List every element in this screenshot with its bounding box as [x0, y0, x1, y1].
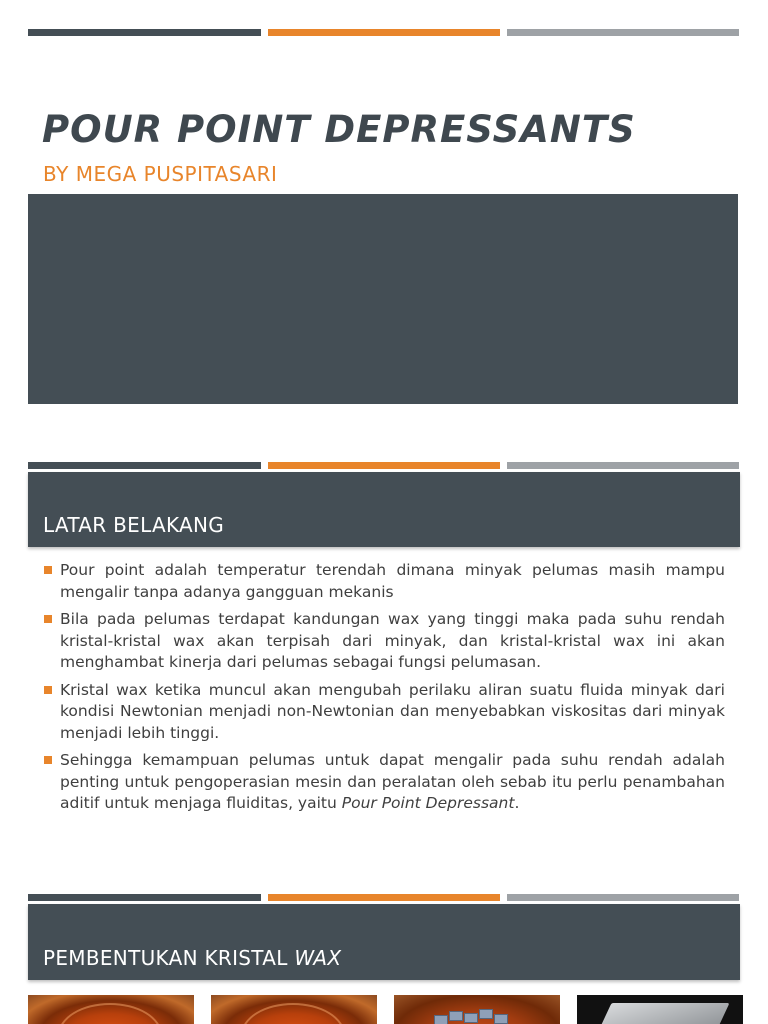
- bullet-end: .: [514, 794, 520, 812]
- bullet-square-icon: [44, 566, 52, 574]
- bullet-list: [40, 560, 725, 821]
- accent-stripe-dark: [28, 462, 261, 469]
- slide-subtitle: BY MEGA PUSPITASARI: [43, 162, 278, 186]
- section-heading: LATAR BELAKANG: [43, 513, 225, 537]
- slide-title: POUR POINT DEPRESSANTS: [42, 108, 636, 151]
- title-panel: [28, 194, 738, 404]
- bullet-square-icon: [44, 756, 52, 764]
- crystal-block: [464, 1013, 478, 1023]
- bullet-square-icon: [44, 615, 52, 623]
- section-heading-term: WAX: [294, 946, 342, 970]
- accent-stripe-gray: [507, 29, 739, 36]
- bullet-text: Sehingga kemampuan pelumas untuk dapat mengalir pada suhu rendah adalah penting untuk pengoperasian mesin dan peralatan oleh sebab itu perlu penambahan aditif untuk menjaga fluiditas, yaitu: [60, 751, 725, 812]
- section-header: [28, 904, 740, 980]
- bullet-text: Kristal wax ketika muncul akan mengubah perilaku aliran suatu fluida minyak dari kondisi Newtonian menjadi non-Newtonian dan menyebabkan viskositas dari minyak menjadi lebih tinggi.: [60, 680, 725, 742]
- section-heading-prefix: PEMBENTUKAN KRISTAL: [43, 946, 295, 970]
- bullet-text: Pour point adalah temperatur terendah dimana minyak pelumas masih mampu mengalir tanpa adanya gangguan mekanis: [60, 561, 725, 601]
- crystal-plate: [598, 1003, 729, 1024]
- bullet-square-icon: [44, 686, 52, 694]
- accent-stripe-orange: [268, 894, 500, 901]
- crystal-block: [434, 1015, 448, 1024]
- wax-crystal-image: [211, 995, 377, 1024]
- wax-crystal-image: [28, 995, 194, 1024]
- list-item: [40, 609, 725, 674]
- crystal-block: [449, 1011, 463, 1021]
- accent-stripe-orange: [268, 462, 500, 469]
- list-item: [40, 750, 725, 815]
- wax-crystal-image: [394, 995, 560, 1024]
- bullet-term: Pour Point Depressant: [341, 794, 515, 812]
- crystal-block: [479, 1009, 493, 1019]
- accent-stripe-dark: [28, 894, 261, 901]
- list-item: [40, 680, 725, 745]
- wax-crystal-image: [577, 995, 743, 1024]
- bullet-text: Bila pada pelumas terdapat kandungan wax yang tinggi maka pada suhu rendah kristal-kristal wax akan terpisah dari minyak, dan kristal-kristal wax ini akan menghambat kinerja dari pelumas sebagai fungsi pelumasan.: [60, 610, 725, 671]
- accent-stripe-dark: [28, 29, 261, 36]
- accent-stripe-gray: [507, 894, 739, 901]
- crystal-block: [494, 1014, 508, 1024]
- accent-stripe-orange: [268, 29, 500, 36]
- section-header: [28, 472, 740, 547]
- section-heading: [43, 946, 341, 970]
- accent-stripe-gray: [507, 462, 739, 469]
- list-item: [40, 560, 725, 603]
